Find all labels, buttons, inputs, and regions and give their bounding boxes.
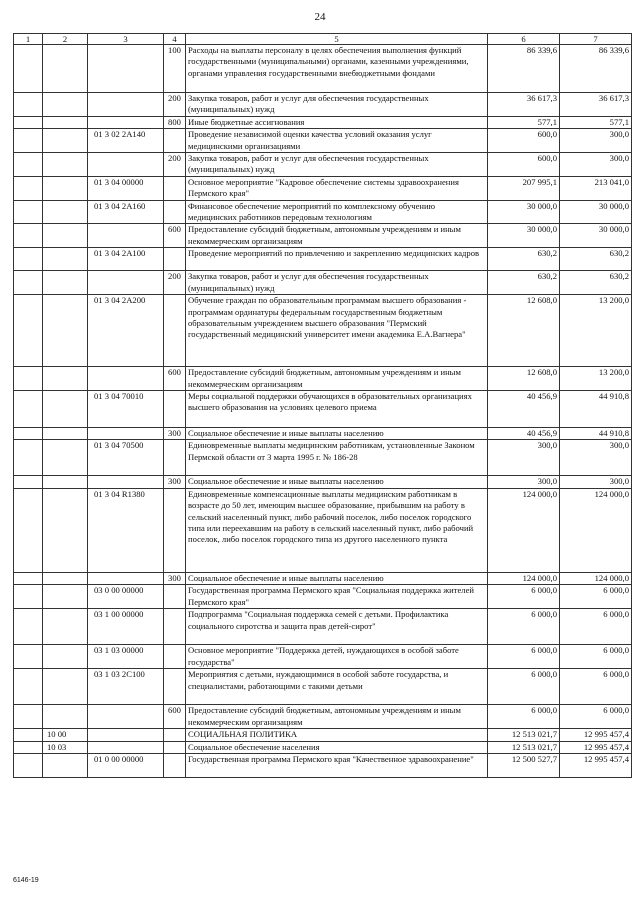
- cell-c5: Единовременные компенсационные выплаты медицинским работникам в возрасте до 50 лет, имеющим высшее образование, прибывшим на работу в сельский населенный пункт, либо рабочий поселок, либо поселок городского типа или переехавшим на работу в сельский населенный пункт, либо рабочий поселок, либо поселок городского типа из другого населенного пункта: [186, 488, 488, 572]
- cell-c5: СОЦИАЛЬНАЯ ПОЛИТИКА: [186, 729, 488, 741]
- cell-c6: 600,0: [488, 153, 560, 177]
- cell-c5: Закупка товаров, работ и услуг для обеспечения государственных (муниципальных) нужд: [186, 153, 488, 177]
- cell-c7: 12 995 457,4: [560, 753, 632, 777]
- cell-c6: 300,0: [488, 476, 560, 488]
- cell-c5: Предоставление субсидий бюджетным, автономным учреждениям и иным некоммерческим организациям: [186, 224, 488, 248]
- cell-c7: 44 910,8: [560, 427, 632, 439]
- table-row: [14, 248, 632, 271]
- cell-c4: [164, 295, 186, 367]
- cell-c4: 800: [164, 116, 186, 128]
- cell-c6: 630,2: [488, 271, 560, 295]
- table-row: [14, 367, 632, 391]
- cell-c7: 630,2: [560, 248, 632, 271]
- cell-c3: [88, 427, 164, 439]
- cell-c7: 213 041,0: [560, 176, 632, 200]
- cell-c5: Меры социальной поддержки обучающихся в образовательных организациях высшего образования на условиях целевого приема: [186, 390, 488, 427]
- cell-c2: [43, 645, 88, 669]
- cell-c5: Социальное обеспечение и иные выплаты населению: [186, 572, 488, 584]
- cell-c2: [43, 753, 88, 777]
- cell-c1: [14, 45, 43, 93]
- cell-c7: 36 617,3: [560, 93, 632, 117]
- cell-c7: 577,1: [560, 116, 632, 128]
- cell-c4: [164, 390, 186, 427]
- cell-c2: [43, 248, 88, 271]
- cell-c6: 12 513 021,7: [488, 741, 560, 753]
- cell-c2: 10 03: [43, 741, 88, 753]
- cell-c6: 6 000,0: [488, 645, 560, 669]
- cell-c4: 600: [164, 705, 186, 729]
- cell-c6: 12 608,0: [488, 295, 560, 367]
- cell-c7: 13 200,0: [560, 367, 632, 391]
- cell-c3: [88, 729, 164, 741]
- cell-c5: Подпрограмма "Социальная поддержка семей с детьми. Профилактика социального сиротства и защита прав детей-сирот": [186, 609, 488, 645]
- cell-c1: [14, 390, 43, 427]
- header-col-6: 6: [488, 34, 560, 45]
- cell-c1: [14, 572, 43, 584]
- table-row: [14, 669, 632, 705]
- cell-c3: 03 0 00 00000: [88, 585, 164, 609]
- table-row: [14, 93, 632, 117]
- cell-c6: 40 456,9: [488, 427, 560, 439]
- cell-c1: [14, 476, 43, 488]
- cell-c3: [88, 572, 164, 584]
- cell-c3: [88, 367, 164, 391]
- cell-c5: Расходы на выплаты персоналу в целях обеспечения выполнения функций государственными (муниципальными) органами, казенными учреждениями, органами управления государственными внебюджетными фондами: [186, 45, 488, 93]
- cell-c4: [164, 200, 186, 224]
- table-row: [14, 176, 632, 200]
- cell-c3: 01 3 04 R1380: [88, 488, 164, 572]
- cell-c3: 01 3 04 70500: [88, 440, 164, 476]
- cell-c4: [164, 669, 186, 705]
- cell-c1: [14, 295, 43, 367]
- table-row: [14, 753, 632, 777]
- cell-c4: [164, 440, 186, 476]
- cell-c2: [43, 669, 88, 705]
- table-row: [14, 390, 632, 427]
- cell-c2: [43, 427, 88, 439]
- cell-c6: 6 000,0: [488, 609, 560, 645]
- cell-c1: [14, 129, 43, 153]
- cell-c3: 03 1 03 00000: [88, 645, 164, 669]
- cell-c3: [88, 271, 164, 295]
- cell-c7: 6 000,0: [560, 585, 632, 609]
- cell-c2: [43, 705, 88, 729]
- cell-c6: 577,1: [488, 116, 560, 128]
- table-row: [14, 572, 632, 584]
- cell-c5: Проведение независимой оценки качества условий оказания услуг медицинскими организациями: [186, 129, 488, 153]
- cell-c2: [43, 45, 88, 93]
- cell-c3: [88, 116, 164, 128]
- table-row: [14, 729, 632, 741]
- cell-c2: [43, 153, 88, 177]
- cell-c5: Социальное обеспечение населения: [186, 741, 488, 753]
- cell-c6: 6 000,0: [488, 705, 560, 729]
- cell-c5: Иные бюджетные ассигнования: [186, 116, 488, 128]
- cell-c4: 300: [164, 572, 186, 584]
- cell-c2: [43, 585, 88, 609]
- cell-c6: 600,0: [488, 129, 560, 153]
- cell-c2: [43, 295, 88, 367]
- cell-c7: 12 995 457,4: [560, 741, 632, 753]
- cell-c1: [14, 753, 43, 777]
- header-col-7: 7: [560, 34, 632, 45]
- cell-c6: 30 000,0: [488, 224, 560, 248]
- cell-c4: [164, 645, 186, 669]
- cell-c5: Единовременные выплаты медицинским работникам, установленные Законом Пермской области от 3 марта 1995 г. № 186-28: [186, 440, 488, 476]
- cell-c7: 6 000,0: [560, 705, 632, 729]
- cell-c5: Проведение мероприятий по привлечению и закреплению медицинских кадров: [186, 248, 488, 271]
- budget-table: [13, 33, 632, 778]
- cell-c1: [14, 440, 43, 476]
- cell-c3: [88, 93, 164, 117]
- cell-c1: [14, 741, 43, 753]
- cell-c5: Государственная программа Пермского края "Качественное здравоохранение": [186, 753, 488, 777]
- cell-c7: 300,0: [560, 153, 632, 177]
- cell-c7: 300,0: [560, 129, 632, 153]
- cell-c1: [14, 200, 43, 224]
- cell-c2: [43, 200, 88, 224]
- cell-c5: Социальное обеспечение и иные выплаты населению: [186, 476, 488, 488]
- cell-c5: Закупка товаров, работ и услуг для обеспечения государственных (муниципальных) нужд: [186, 271, 488, 295]
- cell-c1: [14, 116, 43, 128]
- cell-c1: [14, 93, 43, 117]
- cell-c7: 124 000,0: [560, 488, 632, 572]
- cell-c2: [43, 488, 88, 572]
- cell-c2: [43, 116, 88, 128]
- cell-c6: 36 617,3: [488, 93, 560, 117]
- cell-c1: [14, 645, 43, 669]
- table-row: [14, 116, 632, 128]
- cell-c4: 300: [164, 427, 186, 439]
- header-col-1: 1: [14, 34, 43, 45]
- cell-c6: 6 000,0: [488, 585, 560, 609]
- cell-c4: [164, 129, 186, 153]
- cell-c1: [14, 271, 43, 295]
- cell-c4: [164, 729, 186, 741]
- cell-c3: [88, 224, 164, 248]
- cell-c7: 6 000,0: [560, 669, 632, 705]
- cell-c7: 30 000,0: [560, 200, 632, 224]
- cell-c4: [164, 176, 186, 200]
- table-row: [14, 295, 632, 367]
- cell-c1: [14, 224, 43, 248]
- cell-c2: [43, 440, 88, 476]
- cell-c7: 124 000,0: [560, 572, 632, 584]
- cell-c4: [164, 741, 186, 753]
- cell-c4: 200: [164, 271, 186, 295]
- cell-c5: Предоставление субсидий бюджетным, автономным учреждениям и иным некоммерческим организациям: [186, 367, 488, 391]
- cell-c5: Мероприятия с детьми, нуждающимися в особой заботе государства, и специалистами, работающими с такими детьми: [186, 669, 488, 705]
- cell-c2: [43, 271, 88, 295]
- cell-c2: [43, 129, 88, 153]
- cell-c7: 6 000,0: [560, 609, 632, 645]
- cell-c4: 100: [164, 45, 186, 93]
- cell-c1: [14, 585, 43, 609]
- cell-c1: [14, 427, 43, 439]
- cell-c4: 600: [164, 224, 186, 248]
- cell-c4: [164, 248, 186, 271]
- cell-c6: 86 339,6: [488, 45, 560, 93]
- table-row: [14, 153, 632, 177]
- cell-c3: 01 3 04 2А100: [88, 248, 164, 271]
- cell-c4: [164, 753, 186, 777]
- cell-c3: [88, 153, 164, 177]
- cell-c1: [14, 669, 43, 705]
- cell-c1: [14, 729, 43, 741]
- cell-c4: 200: [164, 153, 186, 177]
- cell-c7: 630,2: [560, 271, 632, 295]
- table-row: [14, 741, 632, 753]
- cell-c2: [43, 572, 88, 584]
- header-col-4: 4: [164, 34, 186, 45]
- cell-c3: 01 3 04 2А160: [88, 200, 164, 224]
- cell-c7: 44 910,8: [560, 390, 632, 427]
- cell-c2: 10 00: [43, 729, 88, 741]
- cell-c2: [43, 224, 88, 248]
- cell-c5: Основное мероприятие "Поддержка детей, нуждающихся в особой заботе государства": [186, 645, 488, 669]
- header-col-5: 5: [186, 34, 488, 45]
- cell-c4: [164, 488, 186, 572]
- cell-c1: [14, 248, 43, 271]
- cell-c1: [14, 705, 43, 729]
- cell-c3: 01 3 04 2А200: [88, 295, 164, 367]
- cell-c7: 13 200,0: [560, 295, 632, 367]
- table-row: [14, 129, 632, 153]
- cell-c2: [43, 367, 88, 391]
- table-row: [14, 609, 632, 645]
- table-row: [14, 224, 632, 248]
- page-number: 24: [314, 11, 326, 23]
- cell-c7: 300,0: [560, 440, 632, 476]
- cell-c3: 03 1 00 00000: [88, 609, 164, 645]
- table-row: [14, 476, 632, 488]
- cell-c4: 200: [164, 93, 186, 117]
- cell-c5: Предоставление субсидий бюджетным, автономным учреждениям и иным некоммерческим организациям: [186, 705, 488, 729]
- cell-c6: 300,0: [488, 440, 560, 476]
- cell-c3: 01 3 02 2А140: [88, 129, 164, 153]
- cell-c1: [14, 488, 43, 572]
- cell-c3: 03 1 03 2С100: [88, 669, 164, 705]
- cell-c7: 30 000,0: [560, 224, 632, 248]
- cell-c4: 300: [164, 476, 186, 488]
- cell-c2: [43, 476, 88, 488]
- table-row: [14, 440, 632, 476]
- table-row: [14, 488, 632, 572]
- cell-c2: [43, 390, 88, 427]
- cell-c6: 12 500 527,7: [488, 753, 560, 777]
- cell-c6: 12 608,0: [488, 367, 560, 391]
- cell-c3: [88, 705, 164, 729]
- cell-c7: 86 339,6: [560, 45, 632, 93]
- table-row: [14, 200, 632, 224]
- table-row: [14, 705, 632, 729]
- cell-c6: 6 000,0: [488, 669, 560, 705]
- header-col-3: 3: [88, 34, 164, 45]
- table-row: [14, 45, 632, 93]
- cell-c6: 30 000,0: [488, 200, 560, 224]
- cell-c2: [43, 609, 88, 645]
- cell-c6: 40 456,9: [488, 390, 560, 427]
- cell-c1: [14, 176, 43, 200]
- table-row: [14, 645, 632, 669]
- footer-code: 6146-19: [13, 877, 39, 884]
- cell-c3: [88, 476, 164, 488]
- cell-c4: 600: [164, 367, 186, 391]
- cell-c1: [14, 153, 43, 177]
- cell-c5: Финансовое обеспечение мероприятий по комплексному обучению медицинских работников передовым технологиям: [186, 200, 488, 224]
- table-row: [14, 271, 632, 295]
- cell-c6: 630,2: [488, 248, 560, 271]
- cell-c7: 6 000,0: [560, 645, 632, 669]
- cell-c5: Закупка товаров, работ и услуг для обеспечения государственных (муниципальных) нужд: [186, 93, 488, 117]
- table-row: [14, 427, 632, 439]
- cell-c6: 12 513 021,7: [488, 729, 560, 741]
- cell-c6: 124 000,0: [488, 488, 560, 572]
- cell-c3: [88, 741, 164, 753]
- cell-c6: 207 995,1: [488, 176, 560, 200]
- cell-c6: 124 000,0: [488, 572, 560, 584]
- cell-c5: Государственная программа Пермского края "Социальная поддержка жителей Пермского края": [186, 585, 488, 609]
- cell-c3: 01 3 04 70010: [88, 390, 164, 427]
- cell-c2: [43, 176, 88, 200]
- cell-c3: 01 3 04 00000: [88, 176, 164, 200]
- table-header-row: [14, 34, 632, 45]
- cell-c5: Обучение граждан по образовательным программам высшего образования - программам ординатуры федеральным государственным бюджетным образовательным учреждением высшего образования "Пермский государственный медицинский университет имени академика Е.А.Вагнера": [186, 295, 488, 367]
- cell-c2: [43, 93, 88, 117]
- cell-c5: Социальное обеспечение и иные выплаты населению: [186, 427, 488, 439]
- cell-c4: [164, 585, 186, 609]
- cell-c1: [14, 609, 43, 645]
- cell-c1: [14, 367, 43, 391]
- cell-c7: 12 995 457,4: [560, 729, 632, 741]
- header-col-2: 2: [43, 34, 88, 45]
- cell-c7: 300,0: [560, 476, 632, 488]
- table-row: [14, 585, 632, 609]
- cell-c3: [88, 45, 164, 93]
- cell-c4: [164, 609, 186, 645]
- cell-c5: Основное мероприятие "Кадровое обеспечение системы здравоохранения Пермского края": [186, 176, 488, 200]
- cell-c3: 01 0 00 00000: [88, 753, 164, 777]
